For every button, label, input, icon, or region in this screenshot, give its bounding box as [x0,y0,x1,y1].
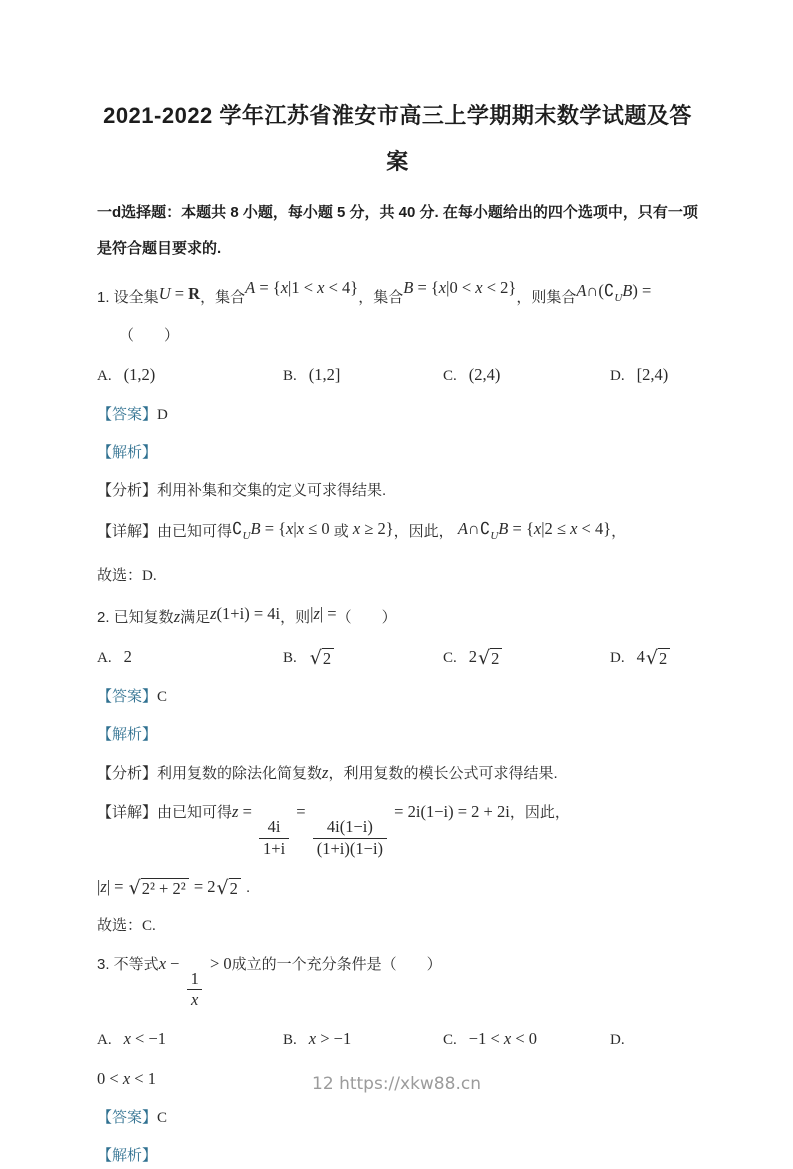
math-run: z = [232,802,252,821]
sqrt-radical [310,648,334,670]
math-run: A∩(∁ [576,281,615,300]
text-run: ，利用复数的模长公式可求得结果. [328,765,558,782]
option-label: B. [283,1032,297,1048]
math-run: A = {x|1 < x < 4} [245,278,359,297]
math-run: U = R [158,284,201,303]
option [283,1025,443,1054]
text-run: 满足 [180,609,211,626]
math-run: z [322,763,329,782]
question-1 [97,275,698,311]
option-label: A. [97,1032,112,1048]
text-run: 或 [333,523,349,540]
math-run: z [173,607,181,626]
question-1-options [97,361,698,390]
text-run: 故选： [97,916,143,934]
text-run: 【解析】 [97,726,158,743]
fraction-denominator [187,989,202,1011]
math-run: (1+i)(1−i) [316,838,384,858]
question-2-options [97,643,698,672]
sqrt-radical [129,878,189,900]
option-label: B. [283,649,297,666]
answer-2 [97,684,698,710]
math-run: 0 < x < 1 [97,1069,156,1088]
math-run: > 0 [209,953,232,973]
sqrt-radical [478,648,502,670]
math-run: (2,4) [468,365,501,384]
text-run: ，因此， [393,523,458,540]
text-run: 2. 已知复数 [97,609,174,626]
text-run: 【答案】 [97,406,158,423]
title-line-1: 2021-2022 学年江苏省淮安市高三上学期期末数学试题及答 [103,103,692,128]
text-run: C [157,689,168,705]
fraction-numerator [323,817,377,838]
section-intro: 一d选择题：本题共 8 小题，每小题 5 分，共 40 分. 在每小题给出的四个选项中，只有一项是符合题目要求的. [97,204,698,257]
math-run: |z| = [310,604,337,623]
option [97,643,283,672]
text-run: ，则 [280,609,311,626]
jiexi-1 [97,440,698,466]
text-run: 【详解】由已知可得 [97,523,233,540]
option-label: B. [283,368,297,384]
text-run: （ ） [336,609,397,626]
math-run: = 2 [193,876,216,896]
math-run: (1,2) [123,365,156,384]
fraction-denominator [313,838,387,860]
math-run: x − [158,953,180,973]
option [610,361,698,390]
fraction [187,969,203,1012]
math-run: B = {x|x ≤ 0 [250,519,330,538]
option-label: A. [97,368,112,384]
text-run: 【答案】 [97,688,158,705]
fraction-numerator [264,817,285,838]
radicand [658,648,670,670]
math-run: x > −1 [308,1029,352,1048]
text-run: 成立的一个充分条件是（ ） [231,955,442,973]
option-label: D. [610,1031,625,1048]
answer-blank [97,323,698,349]
math-run: 4i [267,817,281,836]
text-run: 【解析】 [97,1147,158,1164]
radical-icon: √ [128,876,141,899]
math-run: [2,4) [636,365,669,384]
radicand [229,878,241,900]
option [283,361,443,390]
option-label: C. [443,1032,457,1048]
text-run: C [157,1110,168,1126]
text-run: ， [611,523,627,540]
fraction-denominator [259,838,289,860]
text-run: 【答案】 [97,1109,158,1126]
option [97,361,283,390]
math-run: ∁ [232,519,243,538]
sqrt-radical [217,878,241,900]
option-label: A. [97,650,112,666]
text-run: ，则集合 [516,289,577,306]
math-run: (1,2] [308,365,341,384]
fraction [259,817,289,860]
math-run: 2 [229,878,238,898]
math-run: |z| = [97,876,124,896]
guxuan-1 [97,563,698,589]
math-run: = 2i(1−i) = 2 + 2i [394,802,510,821]
radicand [322,648,334,670]
fraction-numerator [187,969,203,990]
math-run: 1 [190,968,199,988]
text-run: C. [142,917,156,934]
option-label: C. [443,650,457,666]
math-run: x < −1 [123,1029,167,1048]
subscript: U [490,530,499,542]
text-run: ，集合 [358,289,404,306]
text-run: 【分析】利用补集和交集的定义可求得结果. [97,482,387,499]
radicand [490,648,502,670]
option-label: C. [443,368,457,384]
text-run: D [157,407,168,423]
math-run: A∩∁ [457,519,491,538]
answer-3 [97,1105,698,1131]
text-run: 【分析】利用复数的除法化简复数 [97,765,323,782]
math-run: z(1+i) = 4i [210,604,281,623]
math-run: x ≥ 2} [352,519,394,538]
answer-1 [97,402,698,428]
option [610,643,698,672]
math-run: −1 < x < 0 [468,1029,538,1048]
page-footer: 12 https://xkw88.cn [312,1074,481,1094]
option [443,1025,610,1054]
option [283,644,443,672]
fenxi-2 [97,760,698,787]
math-run: 4i(1−i) [326,817,373,836]
text-run: （ ） [119,327,180,344]
fraction [313,817,387,860]
math-run: B = {x|0 < x < 2} [403,278,517,297]
math-run: 2 [468,647,478,666]
math-run: B) = [622,281,652,300]
math-run: 1+i [263,838,286,858]
option-label: D. [610,368,625,384]
mod-z-line [97,874,698,901]
text-run: D. [142,568,157,584]
math-run: 2² + 2² [141,878,186,898]
subscript: U [614,292,623,304]
xiangjie-1 [97,516,698,549]
guxuan-2 [97,913,698,939]
jiexi-2 [97,722,698,748]
math-run: 4 [636,647,645,666]
math-run: = [296,802,306,821]
math-run: 2 [322,648,332,668]
question-3 [97,951,698,1012]
text-run: 【解析】 [97,444,158,461]
math-run: 2 [491,649,500,668]
math-run: 2 [123,647,132,666]
title-line-2: 案 [386,149,409,174]
fenxi-1 [97,478,698,504]
text-run: ，集合 [200,289,246,306]
option [443,361,610,390]
subscript: U [242,530,251,542]
radical-icon: √ [478,647,491,669]
text-run: ，因此， [509,804,570,821]
question-3-options [97,1025,698,1054]
math-run: x [191,990,199,1010]
sqrt-radical [646,648,670,670]
math-run: 2 [658,649,668,668]
radical-icon: √ [645,647,658,669]
radical-icon: √ [216,876,229,899]
option [97,1025,283,1054]
option [610,1026,698,1054]
radical-icon: √ [309,646,322,669]
text-run: 【详解】由已知可得 [97,804,233,821]
radicand [141,878,189,900]
jiexi-3 [97,1143,698,1169]
option-label: D. [610,650,625,666]
option [443,643,610,672]
text-run: 3. 不等式 [97,955,159,973]
text-run: . [241,878,251,896]
page-title [97,93,698,185]
content-blocks [97,275,698,1169]
xiangjie-2 [97,799,698,860]
text-run: 故选： [97,567,143,584]
text-run: 1. 设全集 [97,289,159,306]
question-2 [97,601,698,631]
math-run: B = {x|2 ≤ x < 4} [498,519,612,538]
